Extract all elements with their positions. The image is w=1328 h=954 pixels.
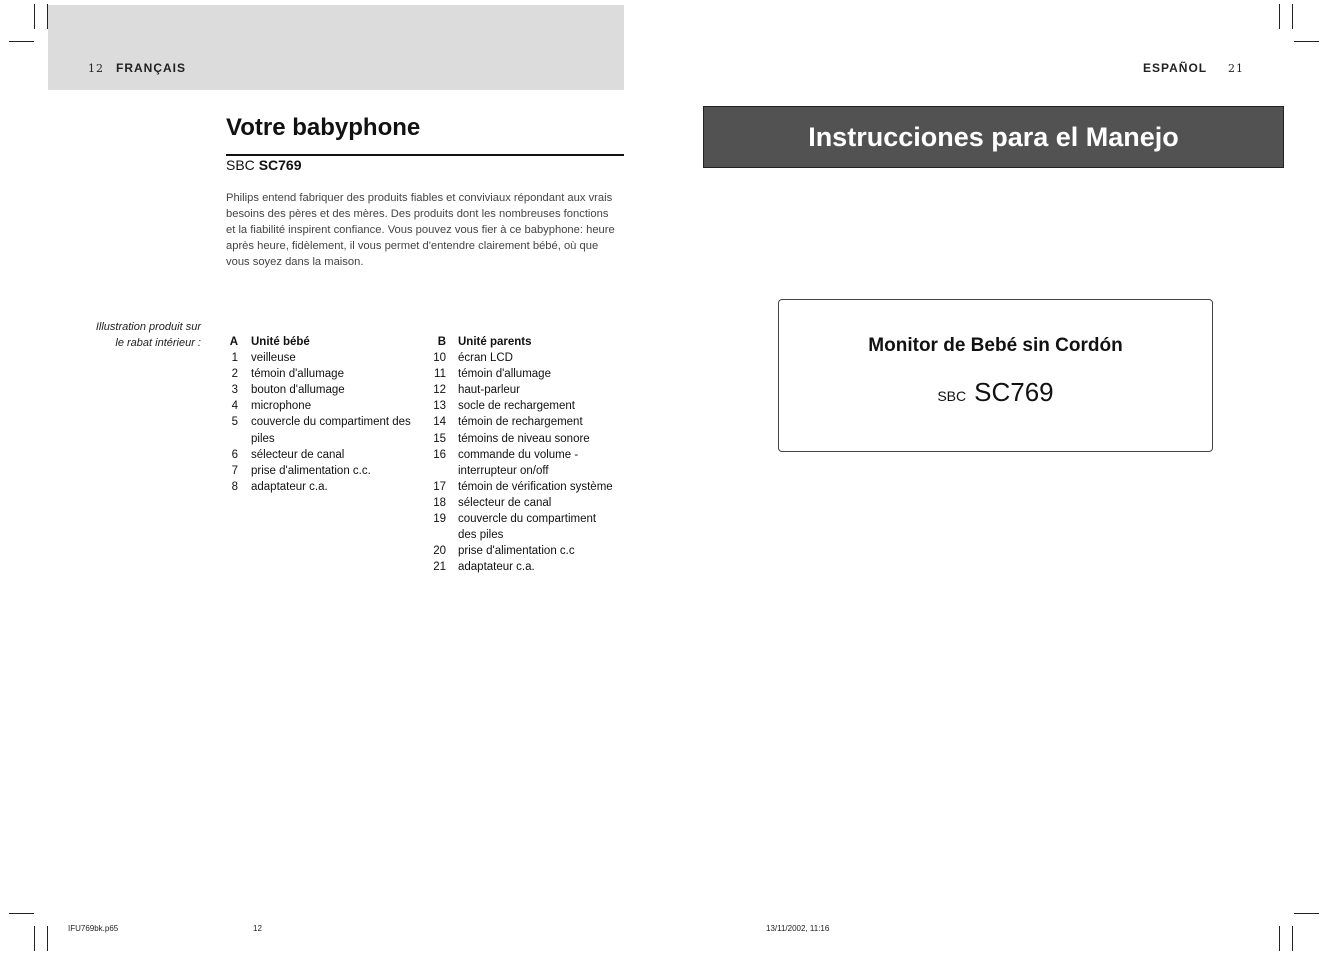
part-number: 19 [433,513,446,526]
crop-mark [1292,926,1293,951]
unit-title: Unité parents [458,336,532,348]
list-item [224,463,426,479]
list-item [428,447,614,479]
crop-mark [9,41,34,42]
part-number: 3 [231,384,238,397]
list-item [428,350,614,366]
crop-mark [1279,926,1280,951]
part-label: adaptateur c.a. [251,480,328,493]
unit-title: Unité bébé [251,336,310,348]
model-line [778,377,1213,408]
footer-datetime: 13/11/2002, 11:16 [766,924,830,933]
crop-mark [1294,41,1319,42]
side-note-line: Illustration produit sur [95,321,201,333]
part-label: témoins de niveau sonore [458,432,590,445]
crop-mark [34,4,35,29]
list-item [428,495,614,511]
side-note-line: le rabat intérieur : [115,337,201,349]
list-item [428,479,614,495]
footer-page: 12 [253,924,262,933]
part-label: témoin d'allumage [458,368,551,381]
list-item [428,382,614,398]
unit-letter: B [437,336,446,348]
part-number: 15 [433,432,446,445]
part-label: écran LCD [458,352,513,365]
unit-a-heading [224,334,426,350]
part-number: 5 [231,416,238,429]
list-item [224,382,426,398]
part-label: sélecteur de canal [251,448,345,461]
unit-b-heading [428,334,614,350]
part-label: couvercle du compartiment des piles [251,416,411,445]
model-code: SC769 [258,157,302,173]
french-page-header [48,5,624,90]
part-number: 13 [433,400,446,413]
part-number: 2 [231,368,238,381]
part-number: 7 [231,464,238,477]
part-number: 21 [433,561,446,574]
part-label: haut-parleur [458,384,521,397]
part-label: témoin d'allumage [251,368,344,381]
crop-mark [9,913,34,914]
part-number: 4 [231,400,238,413]
part-number: 18 [433,496,446,509]
part-number: 12 [433,384,446,397]
part-number: 10 [433,352,446,365]
crop-mark [47,926,48,951]
part-label: veilleuse [251,352,296,365]
model-code: SC769 [974,377,1054,407]
part-label: prise d'alimentation c.c [458,545,575,558]
part-label: microphone [251,400,312,413]
list-item [428,414,614,430]
cover-box [778,299,1213,452]
part-label: témoin de vérification système [458,480,613,493]
part-label: sélecteur de canal [458,496,552,509]
crop-mark [1279,4,1280,29]
part-number: 6 [231,448,238,461]
part-label: commande du volume - interrupteur on/off [458,448,579,477]
part-number: 20 [433,545,446,558]
list-item [428,559,614,575]
crop-mark [1294,913,1319,914]
list-item [224,479,426,495]
model-line [226,157,302,173]
unit-letter: A [229,336,238,348]
part-number: 1 [231,352,238,365]
intro-paragraph: Philips entend fabriquer des produits fiables et conviviaux répondant aux vrais besoins des pères et des mères. Des produits dont les nombreuses fonctions et la fiabilité inspirent confiance. Vous pouvez vous fier à ce babyphone: heure après heure, fidèlement, il vous permet d'entendre clairement bébé, où que vous soyez dans la maison. [226,192,615,268]
unit-b-parts-list [428,334,614,575]
part-number: 14 [433,416,446,429]
crop-mark [34,926,35,951]
side-note [60,319,201,351]
model-prefix: SBC [226,157,255,173]
page-title: Votre babyphone [226,114,421,141]
part-label: couvercle du compartiment des piles [458,513,597,542]
model-prefix: SBC [937,388,967,404]
part-label: adaptateur c.a. [458,561,535,574]
part-label: prise d'alimentation c.c. [251,464,371,477]
part-number: 17 [433,480,446,493]
part-number: 8 [231,480,238,493]
list-item [224,414,426,446]
product-subtitle: Monitor de Bebé sin Cordón [868,335,1123,356]
list-item [428,543,614,559]
list-item [224,447,426,463]
footer-file: IFU769bk.p65 [68,924,119,933]
banner-title: Instrucciones para el Manejo [808,121,1179,152]
list-item [428,398,614,414]
title-banner [703,106,1284,168]
list-item [224,350,426,366]
unit-a-parts-list [224,334,426,495]
right-page-number: 21 [1228,62,1244,75]
title-rule [226,154,624,156]
crop-mark [1292,4,1293,29]
list-item [224,366,426,382]
right-language-label: ESPAÑOL [1143,61,1208,75]
part-label: bouton d'allumage [251,384,345,397]
list-item [428,366,614,382]
list-item [224,398,426,414]
part-label: socle de rechargement [458,400,575,413]
list-item [428,431,614,447]
part-number: 11 [434,368,446,381]
left-language-label: FRANÇAIS [116,61,186,75]
list-item [428,511,614,543]
part-label: témoin de rechargement [458,416,583,429]
part-number: 16 [433,448,446,461]
left-page-number: 12 [88,62,104,75]
